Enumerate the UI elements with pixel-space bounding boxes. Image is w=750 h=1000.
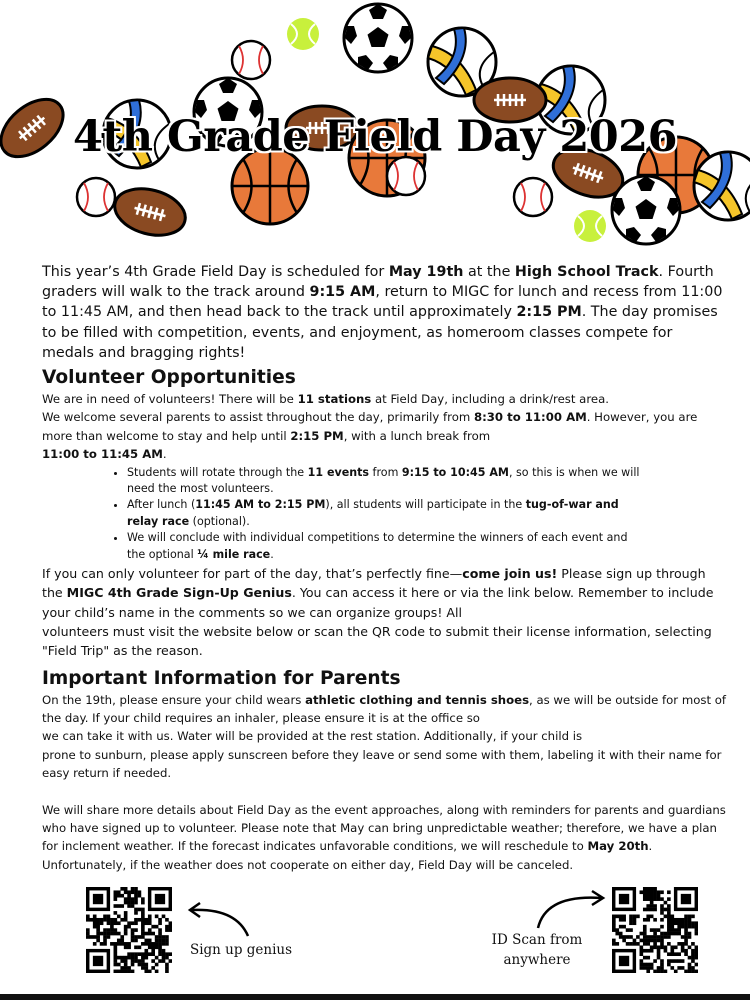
flyer-body [42,262,726,874]
football-icon [110,181,191,242]
parents-paragraph: On the 19th, please ensure your child wears athletic clothing and tennis shoes, as we will be outside for most of the day. If your child requires an inhaler, please ensure it is at the office so we can take it with us. Water will be provided at the rest station. Additionally, if your child is prone to sunburn, please apply sunscreen before they leave or send some with them, labeling it with their name for easy return if needed. [42,692,727,781]
soccer-ball-icon [344,4,412,72]
flyer-title: 4th Grade Field Day 2026 [72,112,678,162]
list-item: • After lunch (11:45 AM to 2:15 PM), all students will participate in the tug-of-war and relay race (optional). [127,497,647,530]
list-item: • We will conclude with individual competitions to determine the winners of each event and the optional ¼ mile race. [127,530,647,563]
volunteer-heading: Volunteer Opportunities [42,367,296,389]
weather-paragraph: We will share more details about Field Day as the event approaches, along with reminders for parents and guardians who have signed up to volunteer. Please note that May can bring unpredictable weather; therefore, we have a plan for inclement weather. If the forecast indicates unfavorable conditions, we will reschedule to May 20th. Unfortunately, if the weather does not cooperate on either day, Field Day will be canceled. [42,802,726,872]
signup-qr-code[interactable] [86,887,172,973]
volleyball-icon [694,152,750,220]
baseball-icon [77,178,115,216]
qr-code-section [0,880,750,1000]
baseball-icon [232,41,270,79]
baseball-icon [514,178,552,216]
soccer-ball-icon [612,176,680,244]
tennis-ball-icon [287,18,319,50]
id-scan-qr-code[interactable] [612,887,698,973]
sports-ball-header [0,0,750,258]
intro-paragraph: This year’s 4th Grade Field Day is scheduled for May 19th at the High School Track. Fourth graders will walk to the track around 9:15 AM, return to MIGC for lunch and recess from 11:00 to 11:45 AM, and then head back to the track until approximately 2:15 PM. The day promises to be filled with competition, events, and enjoyment, as homeroom classes compete for medals and bragging rights! [42,264,723,361]
parents-heading: Important Information for Parents [42,667,401,689]
qr-code-pattern [86,887,172,973]
id-scan-label: ID Scan from anywhere [491,932,583,968]
signup-paragraph: If you can only volunteer for part of the day, that’s perfectly fine—come join us! Please sign up through the MIGC 4th Grade Sign-Up Genius. You can access it here or via the link below. Remember to include your child’s name in the comments so we can organize groups! All volunteers must visit the website below or scan the QR code to submit their license information, selecting "Field Trip" as the reason. [42,566,714,659]
list-item: • Students will rotate through the 11 events from 9:15 to 10:45 AM, so this is when we will need the most volunteers. [127,465,647,498]
arrow-left-icon [186,900,256,940]
signup-genius-label: Sign up genius [189,942,293,958]
volunteer-paragraph: We are in need of volunteers! There will be 11 stations at Field Day, including a drink/rest area. We welcome several parents to assist throughout the day, primarily from 8:30 to 11:00 AM. However, you are more than welcome to stay and help until 2:15 PM, with a lunch break from 11:00 to 11:45 AM. [42,392,698,462]
tennis-ball-icon [574,210,606,242]
bottom-border [0,994,750,1000]
baseball-icon [387,157,425,195]
volunteer-schedule-list [42,465,647,563]
arrow-right-icon [532,888,608,932]
qr-code-pattern [612,887,698,973]
